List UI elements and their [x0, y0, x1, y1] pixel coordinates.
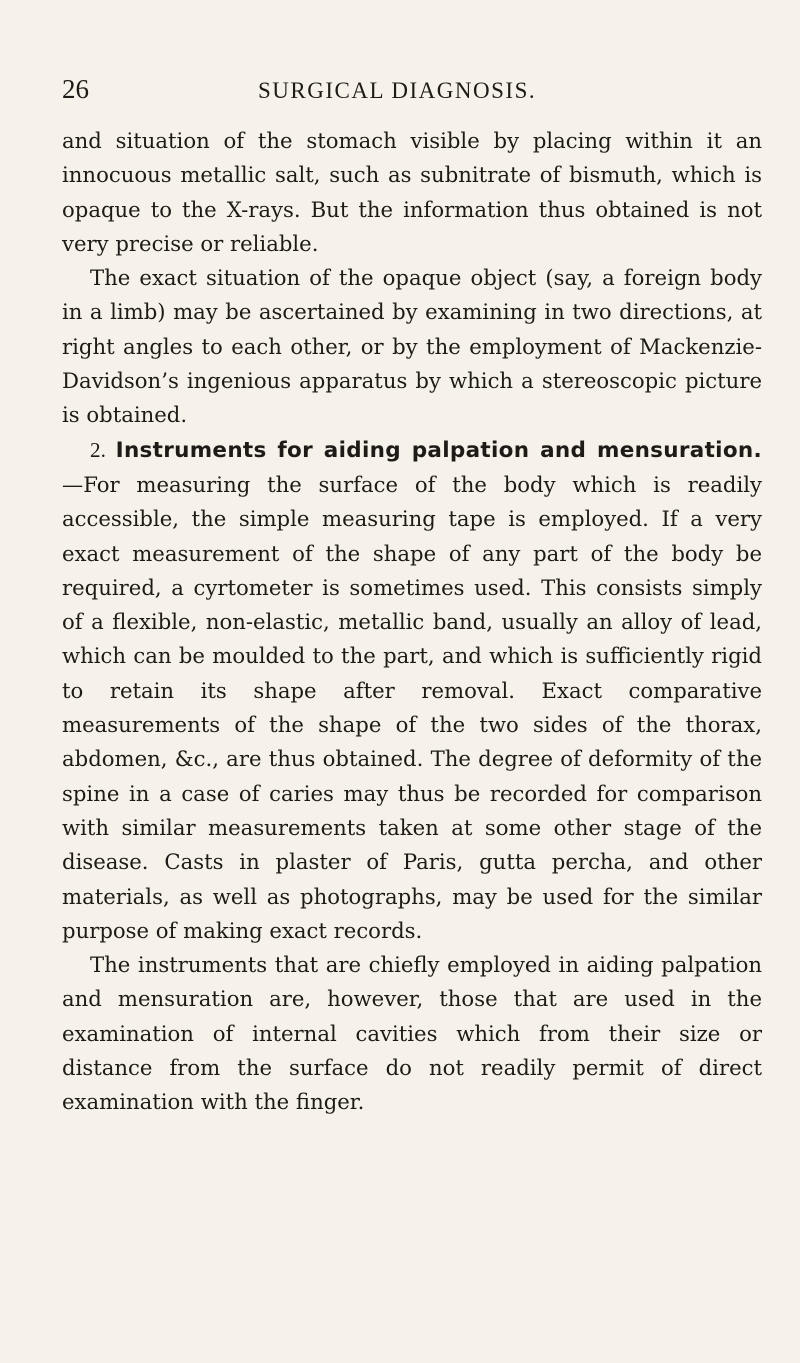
- page-header: [62, 74, 762, 114]
- paragraph-3: [62, 433, 762, 948]
- paragraph-2-text: The exact situation of the opaque object (say, a foreign body in a limb) may be ascertained by examining in two directions, at right angles to each other, or by the employment of Mackenzie-Davidson’s ingenious apparatus by which a stereoscopic picture is obtained.: [62, 265, 762, 428]
- paragraph-4-text: The instruments that are chiefly employed in aiding palpation and mensuration are, however, those that are used in the examination of internal cavities which from their size or distance from the surface do not readily permit of direct examination with the finger.: [62, 952, 762, 1115]
- paragraph-4: [62, 948, 762, 1119]
- paragraph-2: [62, 261, 762, 432]
- page-number: 26: [62, 74, 89, 104]
- running-head: SURGICAL DIAGNOSIS.: [258, 78, 537, 103]
- section-heading: Instruments for aiding palpation and mensuration.: [115, 437, 762, 463]
- paragraph-1: [62, 124, 762, 261]
- paragraph-3-text: —For measuring the surface of the body which is readily accessible, the simple measuring tape is employed. If a very exact measurement of the shape of any part of the body be required, a cyrtometer is sometimes used. This consists simply of a flexible, non-elastic, metallic band, usually an alloy of lead, which can be moulded to the part, and which is sufficiently rigid to retain its shape after removal. Exact comparative measurements of the shape of the two sides of the thorax, abdomen, &c., are thus obtained. The degree of deformity of the spine in a case of caries may thus be recorded for comparison with similar measurements taken at some other stage of the disease. Casts in plaster of Paris, gutta percha, and other materials, as well as photographs, may be used for the similar purpose of making exact records.: [62, 471, 762, 943]
- body-text: [62, 124, 762, 1120]
- section-number: 2.: [90, 437, 106, 462]
- paragraph-1-text: and situation of the stomach visible by placing within it an innocuous metallic salt, such as subnitrate of bismuth, which is opaque to the X-rays. But the information thus obtained is not very precise or reliable.: [62, 128, 762, 256]
